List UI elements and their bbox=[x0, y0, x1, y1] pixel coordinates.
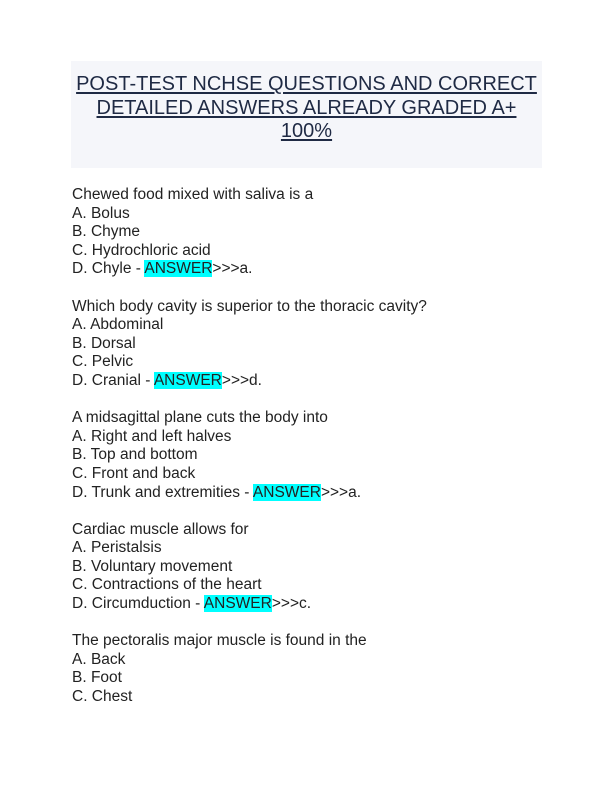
answer-option-with-key bbox=[72, 484, 552, 503]
answer-option: A. Peristalsis bbox=[72, 539, 162, 557]
question-5 bbox=[72, 632, 552, 706]
answer-highlight: ANSWER bbox=[153, 371, 222, 389]
answer-key: >>>c. bbox=[271, 595, 312, 613]
answer-option-text: D. Circumduction - bbox=[72, 595, 204, 613]
answer-option: B. Dorsal bbox=[72, 334, 136, 352]
answer-key: >>>d. bbox=[221, 371, 262, 389]
answer-option-with-key bbox=[72, 260, 552, 279]
answer-highlight: ANSWER bbox=[203, 595, 272, 613]
answer-option: B. Voluntary movement bbox=[72, 557, 233, 575]
answer-highlight: ANSWER bbox=[252, 483, 321, 501]
question-prompt: The pectoralis major muscle is found in the bbox=[72, 632, 367, 650]
answer-option: C. Front and back bbox=[72, 464, 196, 482]
answer-option: A. Back bbox=[72, 650, 126, 668]
answer-option: C. Contractions of the heart bbox=[72, 576, 262, 594]
answer-option: A. Bolus bbox=[72, 204, 130, 222]
question-4 bbox=[72, 521, 552, 614]
answer-option-with-key bbox=[72, 595, 552, 614]
question-1 bbox=[72, 186, 552, 279]
title-box bbox=[71, 61, 542, 168]
question-prompt: A midsagittal plane cuts the body into bbox=[72, 409, 328, 427]
answer-option-text: D. Chyle - bbox=[72, 260, 145, 278]
question-2 bbox=[72, 298, 552, 391]
answer-option: B. Chyme bbox=[72, 223, 141, 241]
document-title: POST-TEST NCHSE QUESTIONS AND CORRECT DETAILED ANSWERS ALREADY GRADED A+ 100% bbox=[76, 73, 537, 142]
answer-option: B. Foot bbox=[72, 669, 122, 687]
answer-option-with-key bbox=[72, 372, 552, 391]
answer-option: C. Chest bbox=[72, 688, 133, 706]
answer-key: >>>a. bbox=[320, 483, 362, 501]
question-prompt: Cardiac muscle allows for bbox=[72, 520, 249, 538]
answer-option: C. Hydrochloric acid bbox=[72, 241, 211, 259]
question-list bbox=[72, 186, 552, 725]
question-prompt: Which body cavity is superior to the thoracic cavity? bbox=[72, 297, 427, 315]
answer-highlight: ANSWER bbox=[144, 260, 213, 278]
answer-option: B. Top and bottom bbox=[72, 446, 198, 464]
answer-option: C. Pelvic bbox=[72, 353, 134, 371]
question-prompt: Chewed food mixed with saliva is a bbox=[72, 186, 314, 203]
answer-option: A. Abdominal bbox=[72, 316, 164, 334]
answer-option-text: D. Trunk and extremities - bbox=[72, 483, 253, 501]
answer-key: >>>a. bbox=[212, 260, 253, 278]
answer-option-text: D. Cranial - bbox=[72, 371, 154, 389]
question-3 bbox=[72, 409, 552, 502]
answer-option: A. Right and left halves bbox=[72, 427, 232, 445]
